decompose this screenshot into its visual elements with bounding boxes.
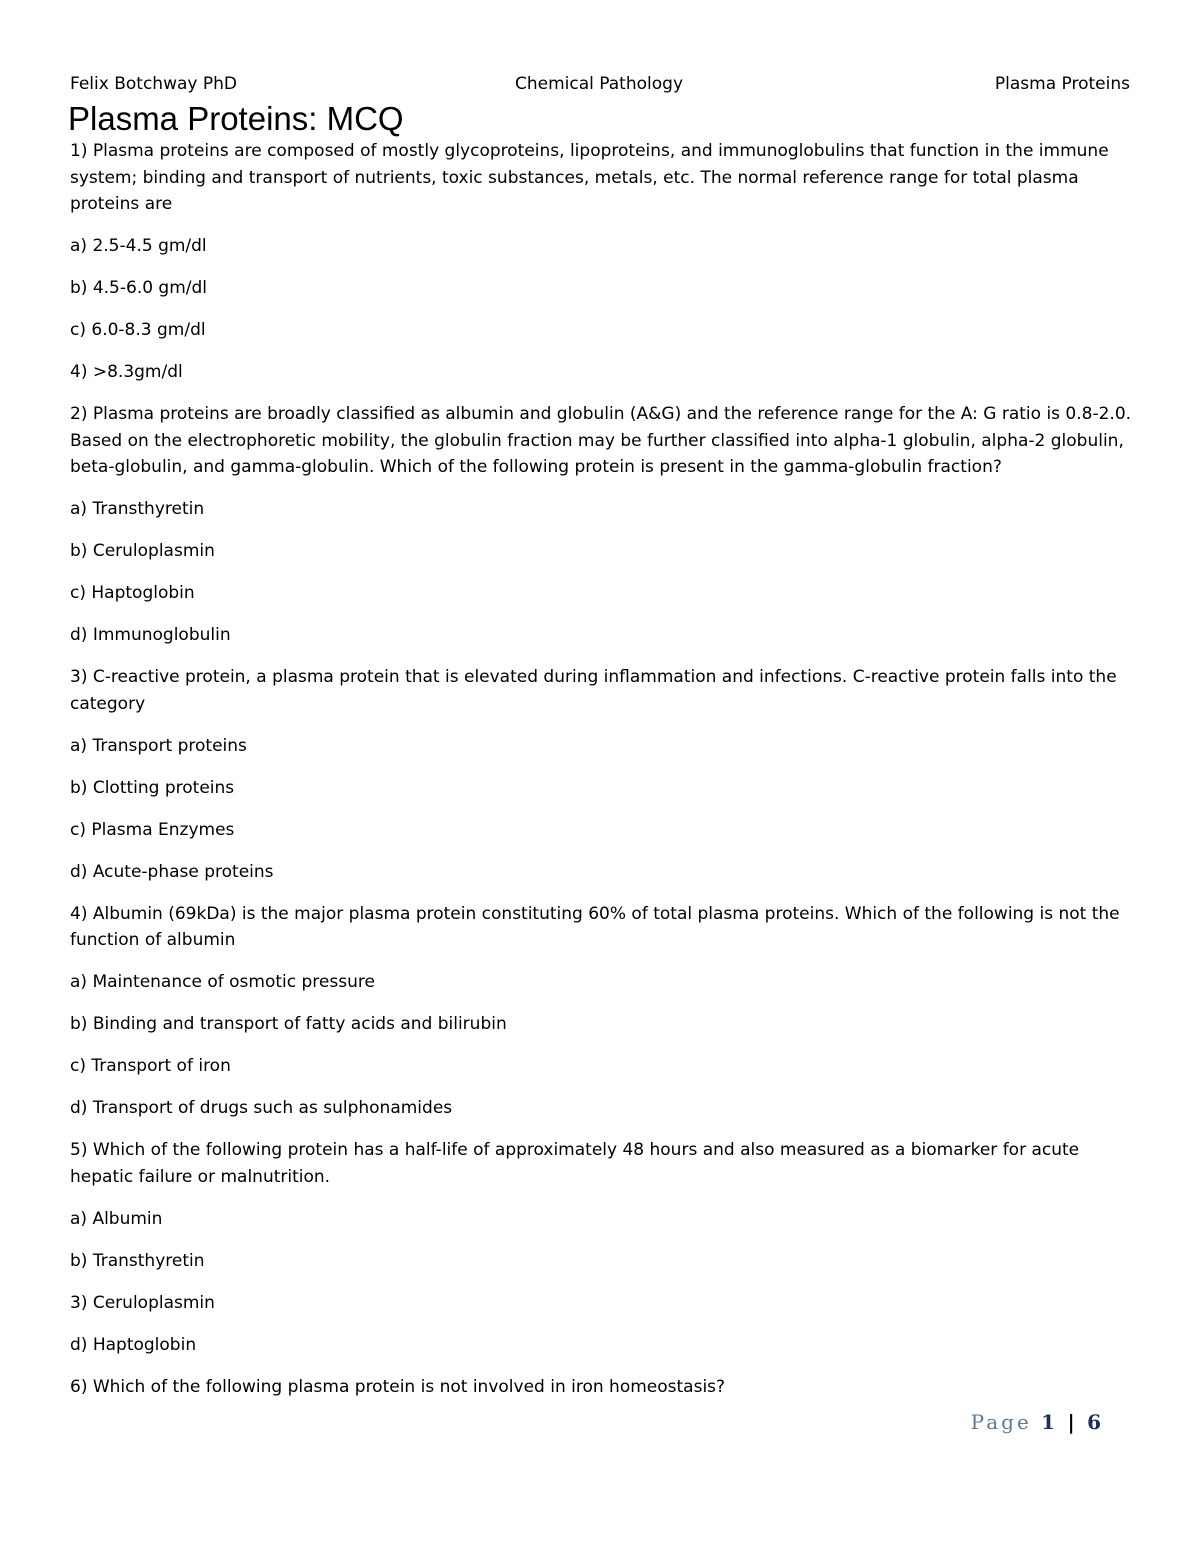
question-2-option-b: b) Ceruloplasmin [70, 541, 215, 561]
question-5-option-a: a) Albumin [70, 1208, 163, 1229]
question-3-option-a: a) Transport proteins [70, 735, 247, 756]
question-4-option-c: c) Transport of iron [70, 1056, 231, 1076]
current-page-number: 1 [1041, 1410, 1059, 1434]
page-label: Page [970, 1410, 1032, 1434]
question-2-option-c: c) Haptoglobin [70, 583, 195, 603]
question-1-option-a: a) 2.5-4.5 gm/dl [70, 236, 207, 256]
question-2-option-a: a) Transthyretin [70, 499, 205, 519]
question-4-text: 4) Albumin (69kDa) is the major plasma protein constituting 60% of total plasma proteins. Which of the following is not the function of albumin [70, 903, 1120, 950]
question-list [70, 138, 1135, 1416]
page-title: Plasma Proteins: MCQ [68, 100, 404, 137]
question-3-option-b: b) Clotting proteins [70, 777, 235, 798]
page-footer [971, 1410, 1104, 1434]
question-2-option-d: d) Immunoglobulin [70, 625, 231, 645]
question-1-option-b: b) 4.5-6.0 gm/dl [70, 278, 208, 298]
question-1-text: 1) Plasma proteins are composed of mostly glycoproteins, lipoproteins, and immunoglobulins that function in the immune system; binding and transport of nutrients, toxic substances, metals, etc. The normal reference range for total plasma proteins are [70, 141, 1109, 214]
question-1-option-d: 4) >8.3gm/dl [70, 362, 183, 382]
header-subject: Chemical Pathology [515, 74, 683, 94]
page-header [70, 74, 1130, 98]
question-1-option-c: c) 6.0-8.3 gm/dl [70, 320, 206, 340]
question-5-text: 5) Which of the following protein has a half-life of approximately 48 hours and also measured as a biomarker for acute hepatic failure or malnutrition. [70, 1140, 1080, 1187]
question-3-text: 3) C-reactive protein, a plasma protein that is elevated during inflammation and infections. C-reactive protein falls into the category [70, 667, 1117, 714]
page-separator: | [1067, 1410, 1078, 1434]
question-3-option-c: c) Plasma Enzymes [70, 819, 235, 840]
header-author: Felix Botchway PhD [70, 74, 237, 94]
question-4-option-b: b) Binding and transport of fatty acids and bilirubin [70, 1014, 507, 1034]
question-4-option-d: d) Transport of drugs such as sulphonamides [70, 1098, 453, 1118]
question-2-text: 2) Plasma proteins are broadly classified as albumin and globulin (A&G) and the reference range for the A: G ratio is 0.8-2.0. Based on the electrophoretic mobility, the globulin fraction may be further classified into alpha-1 globulin, alpha-2 globulin, beta-globulin, and gamma-globulin. Which of the following protein is present in the gamma-globulin fraction? [70, 404, 1132, 477]
question-5-option-c: 3) Ceruloplasmin [70, 1292, 215, 1313]
total-pages: 6 [1087, 1410, 1104, 1434]
header-topic: Plasma Proteins [994, 74, 1130, 94]
question-5-option-d: d) Haptoglobin [70, 1334, 197, 1355]
question-4-option-a: a) Maintenance of osmotic pressure [70, 972, 375, 992]
question-5-option-b: b) Transthyretin [70, 1250, 205, 1271]
question-3-option-d: d) Acute-phase proteins [70, 861, 274, 882]
question-6-text: 6) Which of the following plasma protein is not involved in iron homeostasis? [70, 1376, 726, 1397]
